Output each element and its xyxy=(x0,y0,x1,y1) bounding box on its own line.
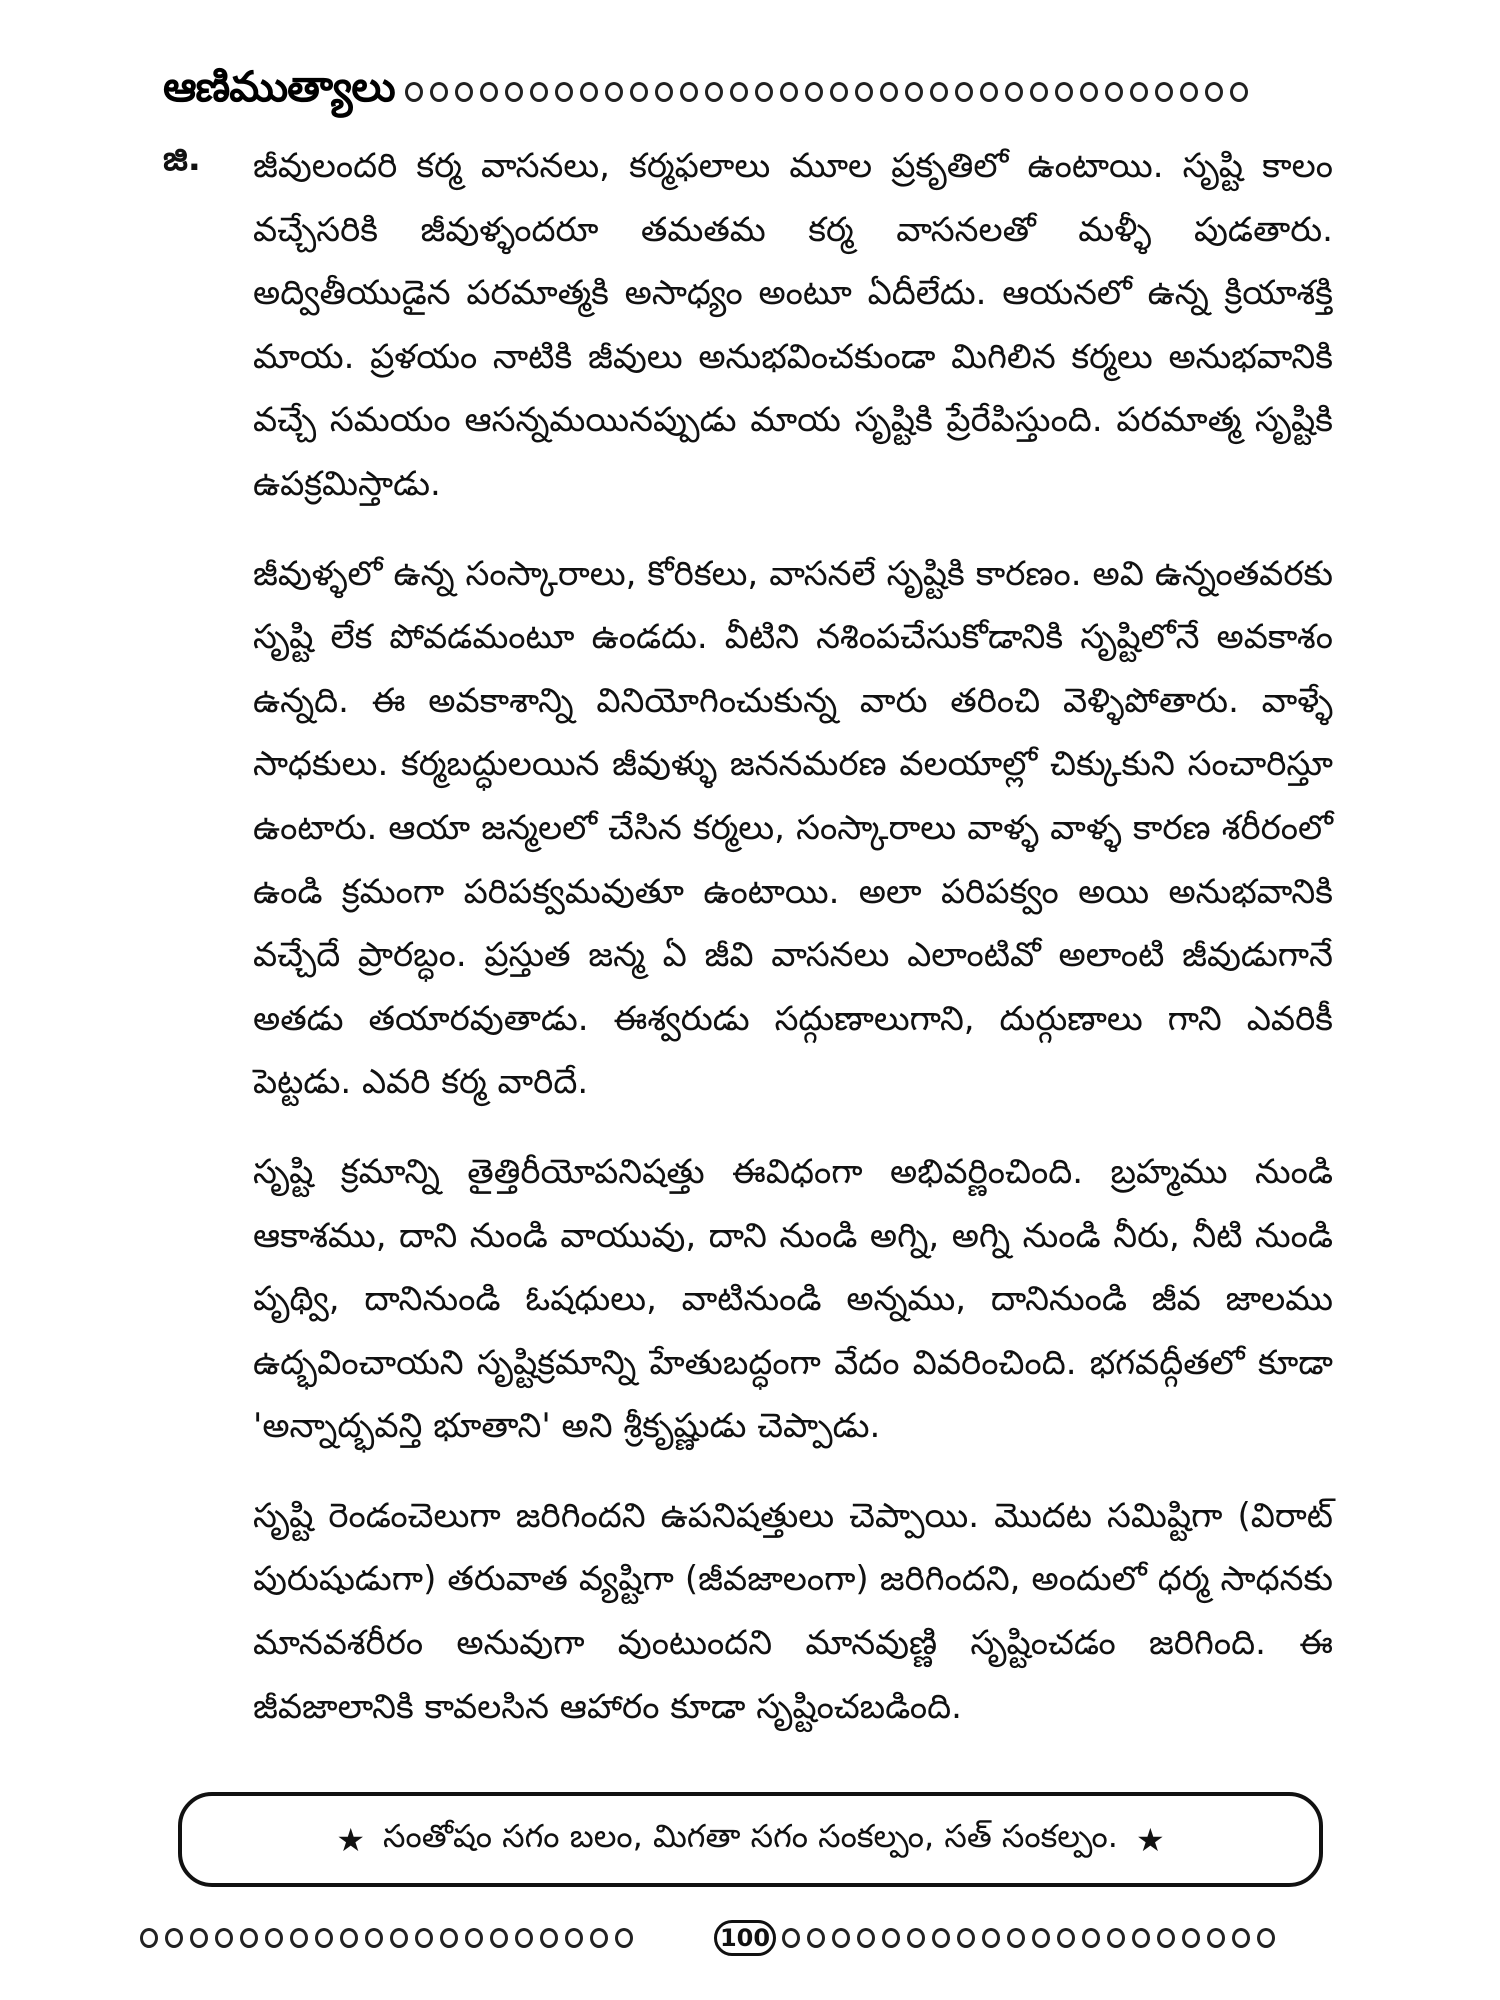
bead-ornament-icon xyxy=(1180,82,1198,102)
bead-ornament-icon xyxy=(555,82,573,102)
book-title: ఆణిముత్యాలు xyxy=(163,62,395,111)
quote-box xyxy=(178,1792,1323,1887)
page-number: 100 xyxy=(714,1920,776,1956)
bead-ornament-icon xyxy=(1007,1928,1025,1948)
bead-ornament-icon xyxy=(240,1928,258,1948)
bead-ornament-icon xyxy=(1207,1928,1225,1948)
bead-ornament-icon xyxy=(415,1928,433,1948)
bead-ornament-icon xyxy=(265,1928,283,1948)
bead-ornament-icon xyxy=(540,1928,558,1948)
bead-ornament-icon xyxy=(730,82,748,102)
bead-ornament-icon xyxy=(1057,1928,1075,1948)
bead-ornament-icon xyxy=(605,82,623,102)
bead-ornament-icon xyxy=(1132,1928,1150,1948)
bead-ornament-icon xyxy=(1030,82,1048,102)
bead-ornament-icon xyxy=(930,82,948,102)
bead-ornament-icon xyxy=(1005,82,1023,102)
bead-ornament-icon xyxy=(655,82,673,102)
bead-ornament-icon xyxy=(1105,82,1123,102)
bead-ornament-icon xyxy=(515,1928,533,1948)
bead-ornament-icon xyxy=(830,82,848,102)
paragraph: సృష్టి క్రమాన్ని తైత్తిరీయోపనిషత్తు ఈవిధంగా అభివర్ణించింది. బ్రహ్మము నుండి ఆకాశము, దాని నుండి వాయువు, దాని నుండి అగ్ని, అగ్ని నుండి నీరు, నీటి నుండి పృథ్వి, దానినుండి ఓషధులు, వాటినుండి అన్నము, దానినుండి జీవ జాలము ఉద్భవించాయని సృష్టిక్రమాన్ని హేతుబద్ధంగా వేదం వివరించింది. భగవద్గీతలో కూడా 'అన్నాద్భవన్తి భూతాని' అని శ్రీకృష్ణుడు చెప్పాడు. xyxy=(253,1151,1333,1447)
bead-ornament-icon xyxy=(805,82,823,102)
bead-ornament-icon xyxy=(680,82,698,102)
bead-ornament-icon xyxy=(530,82,548,102)
bead-ornament-icon xyxy=(1205,82,1223,102)
bead-ornament-icon xyxy=(980,82,998,102)
bead-ornament-icon xyxy=(390,1928,408,1948)
bead-ornament-icon xyxy=(1157,1928,1175,1948)
bead-ornament-icon xyxy=(630,82,648,102)
bead-ornament-icon xyxy=(1232,1928,1250,1948)
bead-ornament-icon xyxy=(480,82,498,102)
bead-ornament-icon xyxy=(165,1928,183,1948)
bead-ornament-icon xyxy=(315,1928,333,1948)
bead-ornament-icon xyxy=(1055,82,1073,102)
bead-ornament-icon xyxy=(1230,82,1248,102)
bead-ornament-icon xyxy=(1107,1928,1125,1948)
bead-ornament-icon xyxy=(615,1928,633,1948)
bead-ornament-icon xyxy=(957,1928,975,1948)
bead-ornament-icon xyxy=(140,1928,158,1948)
bead-ornament-icon xyxy=(905,82,923,102)
bead-ornament-icon xyxy=(340,1928,358,1948)
bead-ornament-icon xyxy=(857,1928,875,1948)
bead-ornament-icon xyxy=(405,82,423,102)
page-header xyxy=(163,62,1343,122)
bead-ornament-icon xyxy=(780,82,798,102)
bead-ornament-icon xyxy=(832,1928,850,1948)
bead-ornament-icon xyxy=(505,82,523,102)
page-content xyxy=(163,135,1343,1739)
bead-ornament-icon xyxy=(430,82,448,102)
footer-bead-border-right xyxy=(782,1925,1350,1951)
bead-ornament-icon xyxy=(880,82,898,102)
bead-ornament-icon xyxy=(807,1928,825,1948)
bead-ornament-icon xyxy=(440,1928,458,1948)
paragraph: జీవులందరి కర్మ వాసనలు, కర్మఫలాలు మూల ప్రకృతిలో ఉంటాయి. సృష్టి కాలం వచ్చేసరికి జీవుళ్ళందరూ తమతమ కర్మ వాసనలతో మళ్ళీ పుడతారు. అద్వితీయుడైన పరమాత్మకి అసాధ్యం అంటూ ఏదీలేదు. ఆయనలో ఉన్న క్రియాశక్తి మాయ. ప్రళయం నాటికి జీవులు అనుభవించకుండా మిగిలిన కర్మలు అనుభవానికి వచ్చే సమయం ఆసన్నమయినప్పుడు మాయ సృష్టికి ప్రేరేపిస్తుంది. పరమాత్మ సృష్టికి ఉపక్రమిస్తాడు. xyxy=(253,146,1333,504)
item-marker: జి. xyxy=(163,139,201,179)
bead-ornament-icon xyxy=(565,1928,583,1948)
bead-ornament-icon xyxy=(490,1928,508,1948)
bead-ornament-icon xyxy=(755,82,773,102)
star-icon: ★ xyxy=(1135,1820,1165,1859)
paragraph: జీవుళ్ళలో ఉన్న సంస్కారాలు, కోరికలు, వాసనలే సృష్టికి కారణం. అవి ఉన్నంతవరకు సృష్టి లేక పోవడమంటూ ఉండదు. వీటిని నశింపచేసుకోడానికి సృష్టిలోనే అవకాశం ఉన్నది. ఈ అవకాశాన్ని వినియోగించుకున్న వారు తరించి వెళ్ళిపోతారు. వాళ్ళే సాధకులు. కర్మబద్ధులయిన జీవుళ్ళు జననమరణ వలయాల్లో చిక్కుకుని సంచారిస్తూ ఉంటారు. ఆయా జన్మలలో చేసిన కర్మలు, సంస్కారాలు వాళ్ళ వాళ్ళ కారణ శరీరంలో ఉండి క్రమంగా పరిపక్వమవుతూ ఉంటాయి. అలా పరిపక్వం అయి అనుభవానికి వచ్చేదే ప్రారబ్ధం. ప్రస్తుత జన్మ ఏ జీవి వాసనలు ఎలాంటివో అలాంటి జీవుడుగానే అతడు తయారవుతాడు. ఈశ్వరుడు సద్గుణాలుగాని, దుర్గుణాలు గాని ఎవరికీ పెట్టడు. ఎవరి కర్మ వారిదే. xyxy=(253,553,1333,1103)
bead-ornament-icon xyxy=(1182,1928,1200,1948)
bead-ornament-icon xyxy=(882,1928,900,1948)
bead-ornament-icon xyxy=(1257,1928,1275,1948)
bead-ornament-icon xyxy=(705,82,723,102)
bead-ornament-icon xyxy=(580,82,598,102)
bead-ornament-icon xyxy=(1082,1928,1100,1948)
footer-bead-border-left xyxy=(140,1925,708,1951)
bead-ornament-icon xyxy=(907,1928,925,1948)
bead-ornament-icon xyxy=(465,1928,483,1948)
bead-ornament-icon xyxy=(1032,1928,1050,1948)
header-bead-border xyxy=(405,79,1343,105)
quote-text: సంతోషం సగం బలం, మిగతా సగం సంకల్పం, సత్ సంకల్పం. xyxy=(383,1816,1118,1855)
bead-ornament-icon xyxy=(1080,82,1098,102)
bead-ornament-icon xyxy=(455,82,473,102)
bead-ornament-icon xyxy=(982,1928,1000,1948)
bead-ornament-icon xyxy=(1130,82,1148,102)
bead-ornament-icon xyxy=(215,1928,233,1948)
bead-ornament-icon xyxy=(932,1928,950,1948)
bead-ornament-icon xyxy=(782,1928,800,1948)
page-footer xyxy=(140,1918,1350,1958)
bead-ornament-icon xyxy=(855,82,873,102)
bead-ornament-icon xyxy=(955,82,973,102)
bead-ornament-icon xyxy=(1155,82,1173,102)
star-icon: ★ xyxy=(336,1820,366,1859)
paragraph: సృష్టి రెండంచెలుగా జరిగిందని ఉపనిషత్తులు చెప్పాయి. మొదట సమిష్టిగా (విరాట్ పురుషుడుగా) తరువాత వ్యష్టిగా (జీవజాలంగా) జరిగిందని, అందులో ధర్మ సాధనకు మానవశరీరం అనువుగా వుంటుందని మానవుణ్ణి సృష్టించడం జరిగింది. ఈ జీవజాలానికి కావలసిన ఆహారం కూడా సృష్టించబడింది. xyxy=(253,1495,1333,1727)
bead-ornament-icon xyxy=(365,1928,383,1948)
bead-ornament-icon xyxy=(190,1928,208,1948)
bead-ornament-icon xyxy=(290,1928,308,1948)
bead-ornament-icon xyxy=(590,1928,608,1948)
